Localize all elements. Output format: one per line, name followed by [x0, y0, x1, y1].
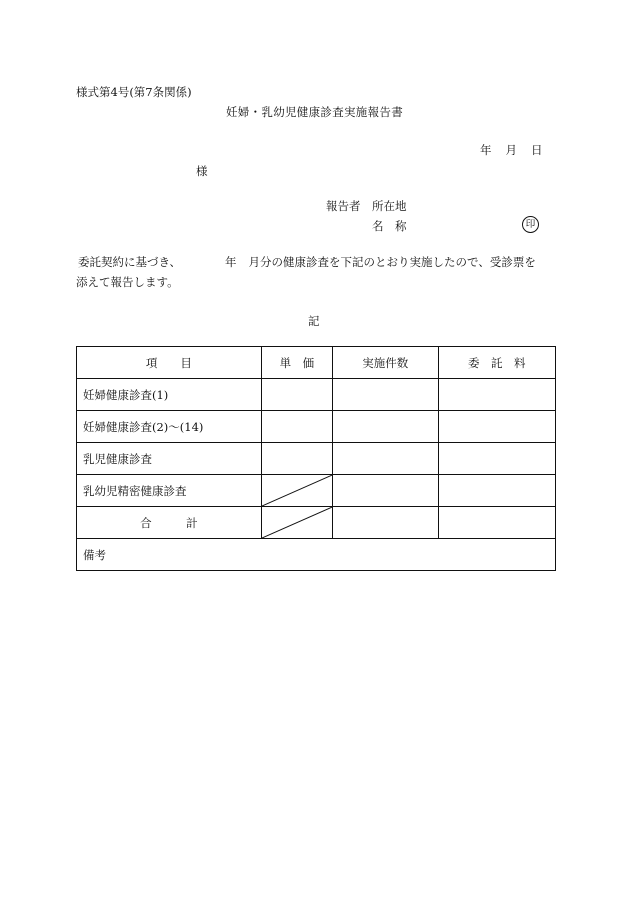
reporter-address-label: 所在地: [372, 199, 407, 213]
document-title: 妊婦・乳幼児健康診査実施報告書: [226, 105, 403, 119]
body-text-year: 年: [225, 255, 237, 269]
reporter-label: 報告者: [326, 199, 361, 213]
unit-price-cell[interactable]: [261, 379, 332, 411]
unit-price-cell[interactable]: [261, 443, 332, 475]
memo-heading: 記: [308, 314, 320, 328]
reporter-name-label: 名 称: [372, 219, 407, 233]
body-text-part1: 委託契約に基づき、: [78, 255, 182, 269]
fee-cell[interactable]: [438, 475, 556, 507]
date-day: 日: [531, 143, 543, 157]
total-row: [77, 507, 556, 539]
total-fee-cell[interactable]: [438, 507, 556, 539]
unit-price-cell-disabled: [261, 475, 332, 507]
fee-cell[interactable]: [438, 443, 556, 475]
total-count-cell[interactable]: [333, 507, 438, 539]
remarks-cell[interactable]: [77, 539, 556, 571]
fee-cell[interactable]: [438, 379, 556, 411]
body-text-line1: [78, 254, 536, 270]
form-number: 様式第4号(第7条関係): [76, 85, 192, 99]
count-cell[interactable]: [333, 379, 438, 411]
addressee-suffix: 様: [196, 164, 208, 178]
count-cell[interactable]: [333, 443, 438, 475]
fee-cell[interactable]: [438, 411, 556, 443]
table-row: [77, 443, 556, 475]
table-row: [77, 475, 556, 507]
count-cell[interactable]: [333, 411, 438, 443]
remarks-label: 備考: [83, 547, 106, 562]
table-row: [77, 411, 556, 443]
remarks-row: [77, 539, 556, 571]
body-text-part2: 月分の健康診査を下記のとおり実施したので、受診票を: [248, 255, 536, 269]
header-fee: 委 託 料: [438, 347, 556, 379]
diagonal-slash: [262, 507, 332, 538]
count-cell[interactable]: [333, 475, 438, 507]
date-month: 月: [505, 143, 517, 157]
table-header-row: [77, 347, 556, 379]
diagonal-slash: [262, 475, 332, 506]
body-text-line2: 添えて報告します。: [76, 275, 179, 289]
total-unit-price-disabled: [261, 507, 332, 539]
report-table: [76, 346, 556, 571]
header-item: 項 目: [77, 347, 262, 379]
row-label: 乳幼児精密健康診査: [77, 475, 262, 507]
date-year: 年: [480, 143, 492, 157]
header-unit-price: 単 価: [261, 347, 332, 379]
header-count: 実施件数: [333, 347, 438, 379]
seal-mark: 印: [522, 216, 539, 233]
row-label: 乳児健康診査: [77, 443, 262, 475]
row-label: 妊婦健康診査(1): [77, 379, 262, 411]
date-line: [480, 142, 543, 158]
total-label: 合 計: [77, 507, 262, 539]
table-row: [77, 379, 556, 411]
row-label: 妊婦健康診査(2)～(14): [77, 411, 262, 443]
unit-price-cell[interactable]: [261, 411, 332, 443]
